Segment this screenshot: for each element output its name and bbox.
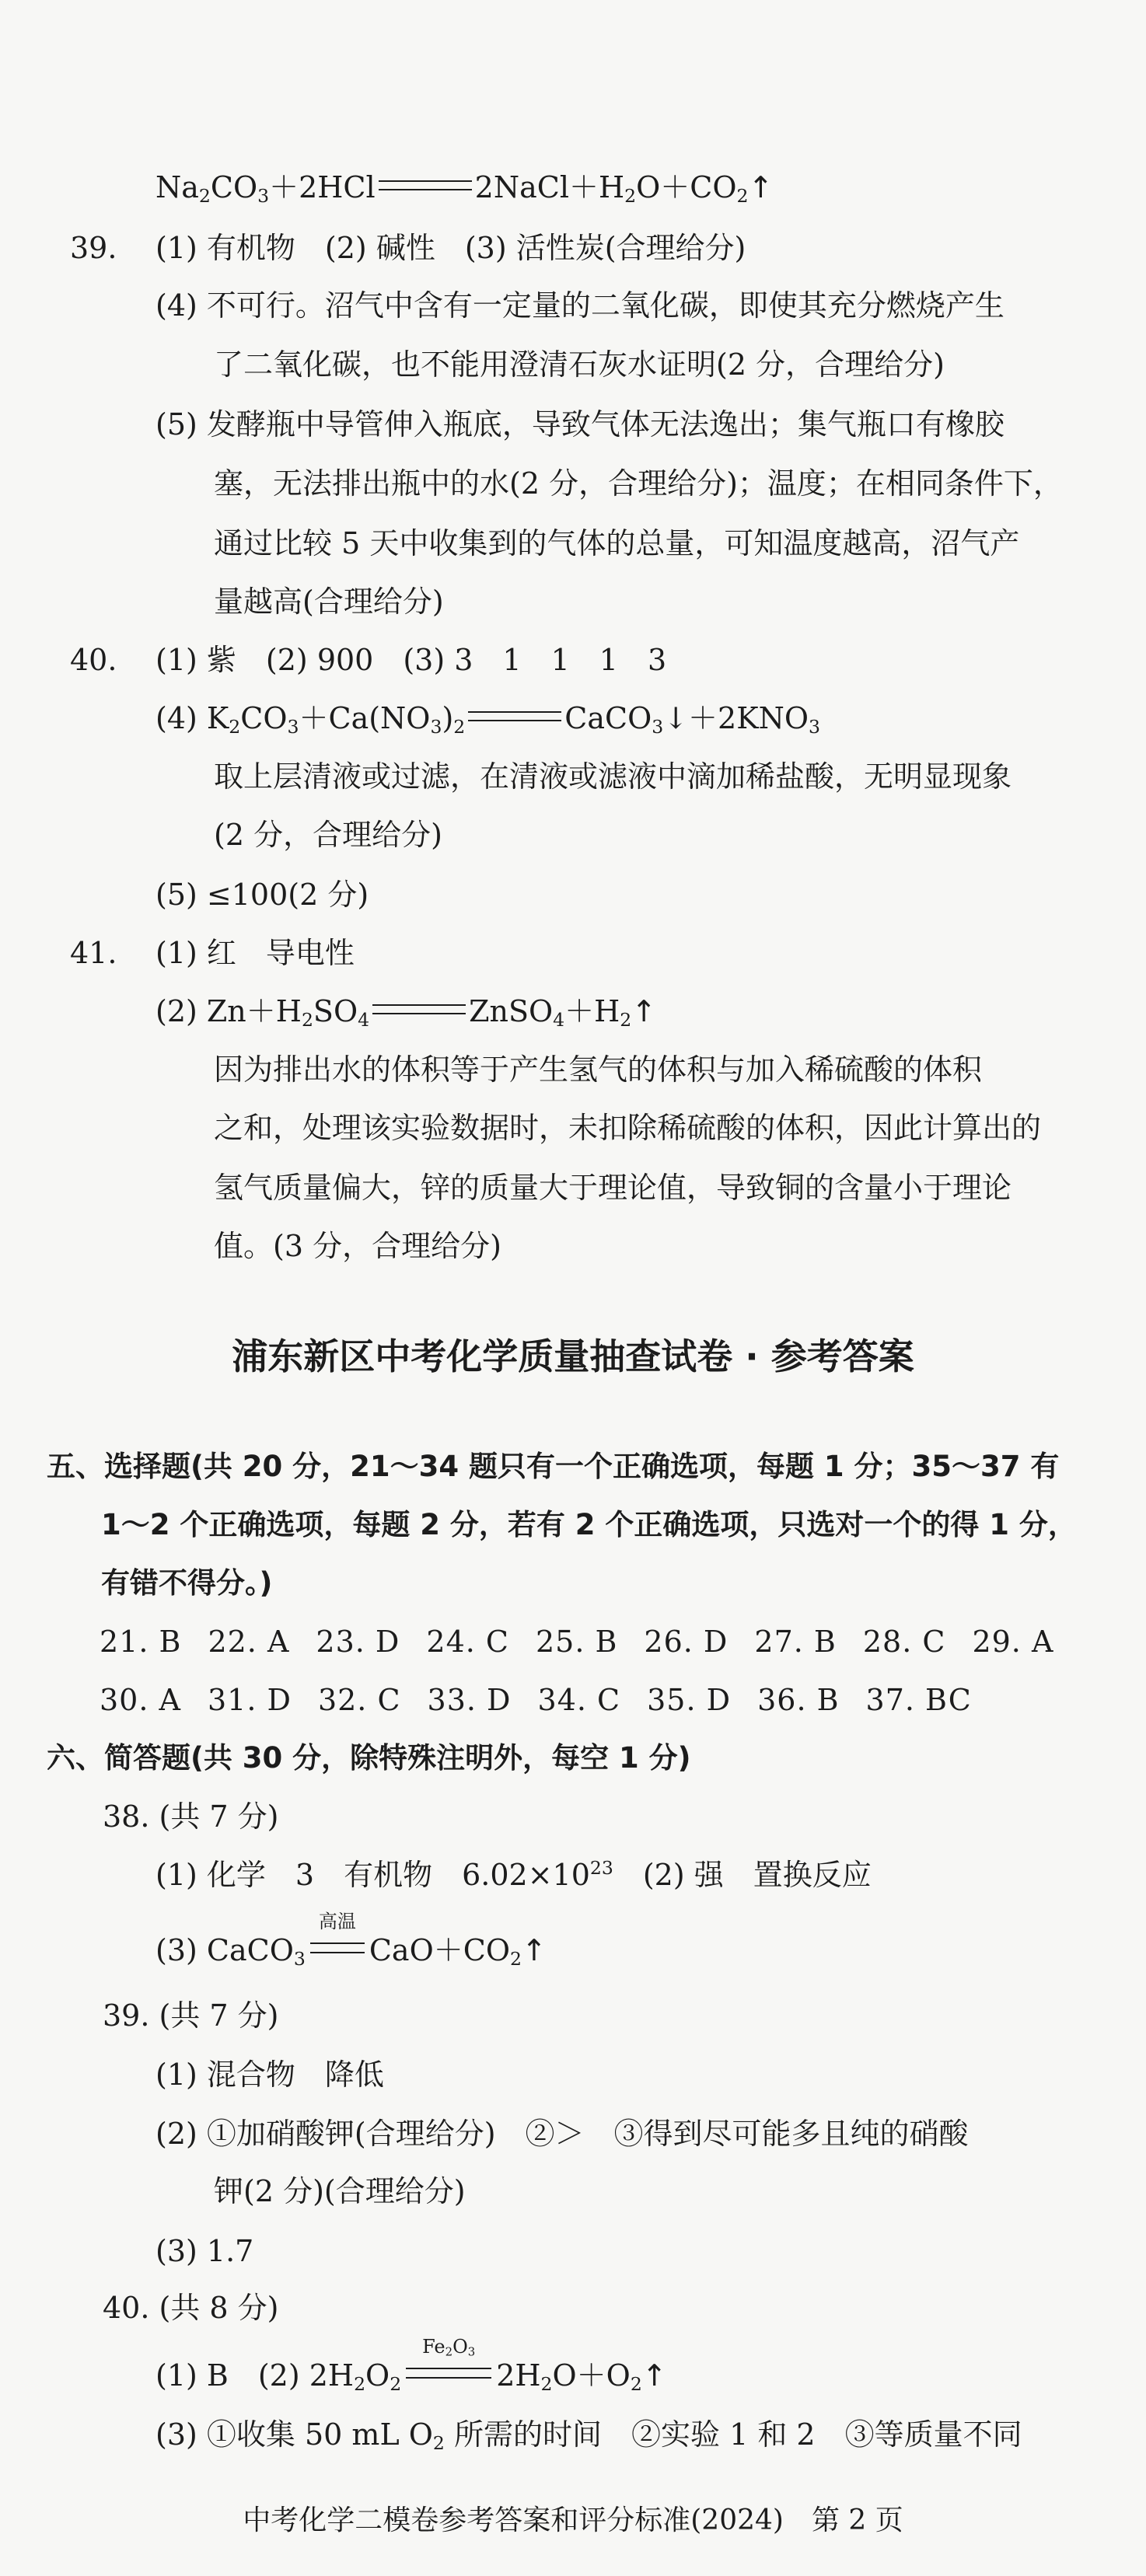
- sec5-heading-line2: 1～2 个正确选项，每题 2 分，若有 2 个正确选项，只选对一个的得 1 分，: [101, 1508, 1077, 1541]
- answer-item: 23. D: [316, 1625, 400, 1659]
- q40-number: 40.: [70, 643, 117, 677]
- answer-item: 28. C: [862, 1625, 946, 1659]
- catalyst-condition: $Fe_2O_3$: [401, 2361, 496, 2390]
- q40b-equation: (1) B (2) $2H_2O_2$ $Fe_2O_3$ $2H_2O+O_2↑$: [155, 2336, 667, 2395]
- q39-number: 39.: [70, 231, 117, 265]
- reaction-condition: 高温: [306, 1935, 369, 1965]
- q38-line1: (1) 化学 3 有机物 $6.02\times 10^{23}$ (2) 强 置换反应: [155, 1856, 872, 1892]
- equals-bar: [372, 1004, 466, 1014]
- q39-line2: (4) 不可行。沼气中含有一定量的二氧化碳，即使其充分燃烧产生: [155, 288, 1004, 323]
- q41-line6: 值。(3 分，合理给分): [214, 1229, 501, 1263]
- q39b-number: 39. (共 7 分): [103, 1998, 279, 2033]
- equals-bar: [468, 711, 561, 721]
- equation-na2co3: $Na_2CO_3+2HCl$ $2NaCl+H_2O+CO_2↑$: [155, 170, 774, 207]
- q40-equation: (4) $K_2CO_3+Ca(NO_3)_2$ $CaCO_3↓+2KNO_3$: [155, 701, 821, 738]
- answer-item: 27. B: [754, 1625, 837, 1659]
- q39-line4: (5) 发酵瓶中导管伸入瓶底，导致气体无法逸出；集气瓶口有橡胶: [155, 407, 1004, 442]
- answer-item: 24. C: [426, 1625, 509, 1659]
- answer-item: 25. B: [535, 1625, 618, 1659]
- q39-line7: 量越高(合理给分): [214, 585, 444, 619]
- answers-row-1: [100, 1625, 1080, 1659]
- q41-line3: 因为排出水的体积等于产生氢气的体积与加入稀硫酸的体积: [214, 1052, 983, 1087]
- sec6-heading: 六、简答题(共 30 分，除特殊注明外，每空 1 分): [47, 1741, 691, 1775]
- q39-line6: 通过比较 5 天中收集到的气体的总量，可知温度越高，沼气产: [214, 526, 1020, 560]
- q41-line5: 氢气质量偏大，锌的质量大于理论值，导致铜的含量小于理论: [214, 1171, 1012, 1205]
- q39b-line3: 钾(2 分)(合理给分): [214, 2174, 466, 2208]
- answer-item: 33. D: [427, 1683, 512, 1717]
- q40-line1: (1) 紫 (2) 900 (3) 3 1 1 1 3: [155, 643, 667, 677]
- answer-item: 22. A: [208, 1625, 290, 1659]
- arrow-up-icon: ↑: [641, 2358, 667, 2393]
- q40b-line2: (3) ①收集 50 mL $O_2$ 所需的时间 ②实验 1 和 2 ③等质量不同: [155, 2417, 1022, 2454]
- answer-item: 35. D: [647, 1683, 732, 1717]
- answer-item: 29. A: [972, 1625, 1054, 1659]
- answer-item: 31. D: [207, 1683, 292, 1717]
- q39b-line1: (1) 混合物 降低: [155, 2058, 384, 2092]
- arrow-up-icon: ↑: [521, 1933, 547, 1967]
- q41-line4: 之和，处理该实验数据时，未扣除稀硫酸的体积，因此计算出的: [214, 1111, 1042, 1145]
- answer-item: 34. C: [537, 1683, 621, 1717]
- q41-number: 41.: [70, 936, 117, 970]
- q40-line4: (2 分，合理给分): [214, 818, 442, 852]
- q39b-line2: (2) ①加硝酸钾(合理给分) ②＞ ③得到尽可能多且纯的硝酸: [155, 2117, 969, 2151]
- q39-line1: (1) 有机物 (2) 碱性 (3) 活性炭(合理给分): [155, 231, 746, 265]
- answer-item: 21. B: [100, 1625, 182, 1659]
- page-footer: 中考化学二模卷参考答案和评分标准(2024) 第 2 页: [243, 2504, 903, 2536]
- page-title: 浦东新区中考化学质量抽查试卷 · 参考答案: [232, 1335, 914, 1377]
- q41-line1: (1) 红 导电性: [155, 936, 355, 970]
- q38-number: 38. (共 7 分): [103, 1799, 279, 1834]
- q40-line5: (5) ≤100(2 分): [155, 878, 369, 912]
- answer-item: 30. A: [100, 1683, 181, 1717]
- sec5-heading-line1: 五、选择题(共 20 分，21～34 题只有一个正确选项，每题 1 分；35～37 有: [47, 1450, 1060, 1483]
- answer-item: 37. BC: [865, 1683, 972, 1717]
- q39-line3: 了二氧化碳，也不能用澄清石灰水证明(2 分，合理给分): [214, 347, 945, 382]
- q41-equation: (2) $Zn+H_2SO_4$ $ZnSO_4+H_2↑$: [155, 994, 657, 1031]
- answer-item: 36. B: [757, 1683, 840, 1717]
- q39-line5: 塞，无法排出瓶中的水(2 分，合理给分)；温度；在相同条件下，: [214, 466, 1063, 501]
- equals-bar: [379, 180, 472, 190]
- answer-item: 32. C: [317, 1683, 401, 1717]
- arrow-up-icon: ↑: [631, 994, 657, 1028]
- arrow-up-icon: ↑: [748, 170, 774, 204]
- answers-row-2: [100, 1685, 998, 1715]
- q39b-line4: (3) 1.7: [155, 2234, 254, 2268]
- q40-line3: 取上层清液或过滤，在清液或滤液中滴加稀盐酸，无明显现象: [214, 759, 1012, 794]
- q38-equation: (3) CaCO$_3$ 高温 $CaO+CO_2↑$: [155, 1911, 547, 1970]
- q40b-number: 40. (共 8 分): [103, 2291, 279, 2325]
- sec5-heading-line3: 有错不得分。): [101, 1566, 273, 1600]
- answer-item: 26. D: [644, 1625, 728, 1659]
